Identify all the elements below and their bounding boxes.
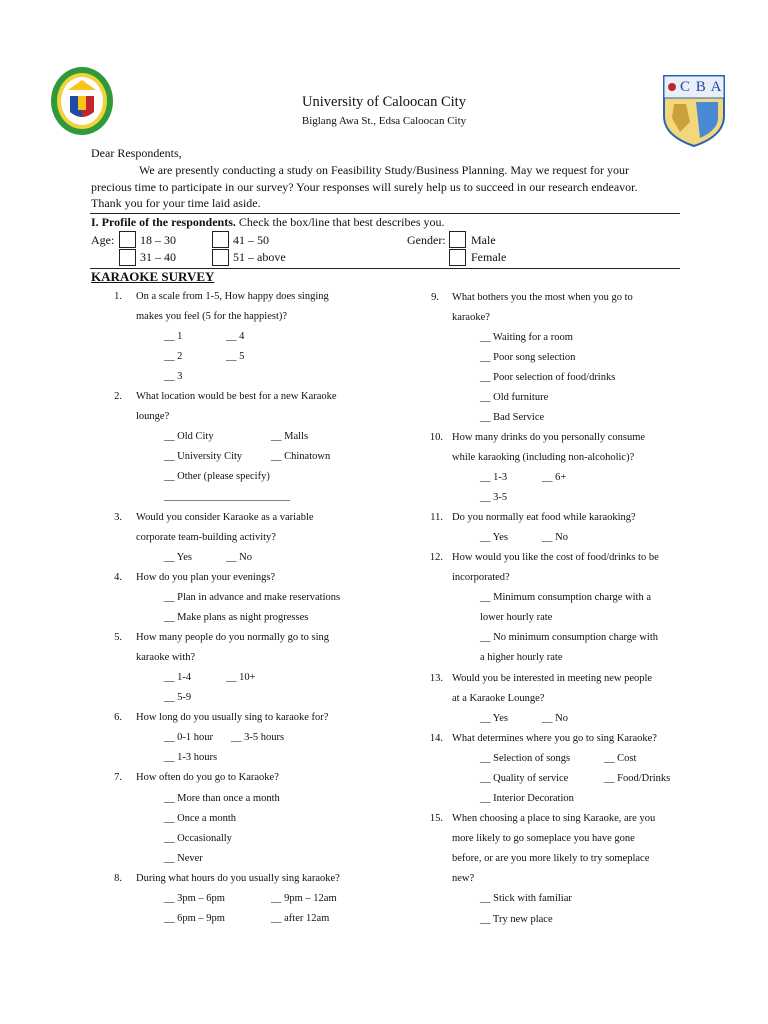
q14-option[interactable]: __ Interior Decoration	[480, 793, 574, 804]
q5-option[interactable]: __ 10+	[226, 672, 256, 683]
letter-line-1: We are presently conducting a study on Feasibility Study/Business Planning. May we request for your	[139, 163, 629, 177]
q14-text-line-1: What determines where you go to sing Karaoke?	[452, 733, 657, 744]
q1-option[interactable]: __ 3	[164, 371, 183, 382]
q13-text-line-1: Would you be interested in meeting new people	[452, 673, 653, 684]
q6-option[interactable]: __ 1-3 hours	[164, 752, 218, 763]
university-name: University of Caloocan City	[302, 94, 466, 110]
q9-option[interactable]: __ Poor selection of food/drinks	[480, 372, 616, 383]
q11-number: 11.	[430, 512, 443, 523]
gender-checkbox-male[interactable]	[449, 231, 466, 248]
q5-number: 5.	[114, 632, 122, 643]
q1-text-line-1: On a scale from 1-5, How happy does singing	[136, 291, 329, 302]
q13-option[interactable]: __ Yes	[480, 713, 509, 724]
q2-text-line-2: lounge?	[136, 411, 170, 422]
q9-number: 9.	[431, 292, 439, 303]
q1-option[interactable]: __ 1	[164, 331, 183, 342]
profile-heading-rest: Check the box/line that best describes you.	[235, 215, 445, 229]
q11-text-line-1: Do you normally eat food while karaoking?	[452, 512, 636, 523]
q5-option[interactable]: __ 5-9	[164, 692, 192, 703]
q1-option[interactable]: __ 5	[226, 351, 245, 362]
q3-option[interactable]: __ No	[226, 552, 252, 563]
q12-text-line-2: incorporated?	[452, 572, 510, 583]
q3-option[interactable]: __ Yes	[164, 552, 193, 563]
q2-option[interactable]: __ Other (please specify)	[164, 471, 270, 482]
age-checkbox-18-30[interactable]	[119, 231, 136, 248]
age-label: Age:	[91, 233, 115, 247]
q9-option[interactable]: __ Old furniture	[480, 392, 549, 403]
gender-label: Gender:	[407, 233, 446, 247]
q7-text-line-1: How often do you go to Karaoke?	[136, 772, 279, 783]
age-checkbox-51-above[interactable]	[212, 249, 229, 266]
q14-option[interactable]: __ Selection of songs	[480, 753, 571, 764]
q15-text-line-3: before, or are you more likely to try someplace	[452, 853, 650, 864]
q12-option[interactable]: __ Minimum consumption charge with a	[480, 592, 651, 603]
q8-text-line-1: During what hours do you usually sing karaoke?	[136, 873, 340, 884]
q11-option[interactable]: __ No	[542, 532, 568, 543]
q6-number: 6.	[114, 712, 122, 723]
q15-text-line-1: When choosing a place to sing Karaoke, are you	[452, 813, 656, 824]
q3-text-line-2: corporate team-building activity?	[136, 532, 276, 543]
q8-option[interactable]: __ after 12am	[271, 913, 330, 924]
q7-option[interactable]: __ Occasionally	[164, 833, 232, 844]
q5-option[interactable]: __ 1-4	[164, 672, 192, 683]
profile-heading	[91, 215, 445, 230]
q8-number: 8.	[114, 873, 122, 884]
q12-option[interactable]: __ No minimum consumption charge with	[480, 632, 658, 643]
q10-number: 10.	[429, 432, 443, 443]
q3-text-line-1: Would you consider Karaoke as a variable	[136, 512, 314, 523]
q7-number: 7.	[114, 772, 122, 783]
q15-option[interactable]: __ Stick with familiar	[480, 893, 572, 904]
q12-text-line-1: How would you like the cost of food/drinks to be	[452, 552, 659, 563]
q7-option[interactable]: __ More than once a month	[164, 793, 280, 804]
q2-number: 2.	[114, 391, 122, 402]
q2-option[interactable]: __ University City	[164, 451, 243, 462]
q8-option[interactable]: __ 6pm – 9pm	[164, 913, 225, 924]
q2-option[interactable]: __ Malls	[271, 431, 309, 442]
q9-option[interactable]: __ Poor song selection	[480, 352, 576, 363]
q15-option[interactable]: __ Try new place	[480, 914, 553, 925]
q13-text-line-2: at a Karaoke Lounge?	[452, 693, 545, 704]
q4-option[interactable]: __ Make plans as night progresses	[164, 612, 309, 623]
q10-option[interactable]: __ 6+	[542, 472, 567, 483]
q2-text-line-1: What location would be best for a new Karaoke	[136, 391, 337, 402]
age-checkbox-31-40[interactable]	[119, 249, 136, 266]
q4-option[interactable]: __ Plan in advance and make reservations	[164, 592, 341, 603]
q6-option[interactable]: __ 0-1 hour	[164, 732, 213, 743]
q2-specify-line[interactable]: ________________________	[164, 491, 290, 502]
gender-checkbox-female[interactable]	[449, 249, 466, 266]
q9-text-line-2: karaoke?	[452, 312, 490, 323]
q6-text-line-1: How long do you usually sing to karaoke for?	[136, 712, 329, 723]
q12-option-continued: a higher hourly rate	[480, 652, 563, 663]
letter-line-2: precious time to participate in our survey? Your responses will surely help us to succeed in our research endeavor.	[91, 180, 638, 194]
divider-top	[90, 213, 680, 214]
q10-text-line-1: How many drinks do you personally consume	[452, 432, 646, 443]
salutation: Dear Respondents,	[91, 146, 182, 160]
q7-option[interactable]: __ Once a month	[164, 813, 237, 824]
q5-text-line-1: How many people do you normally go to sing	[136, 632, 330, 643]
letter-line-3: Thank you for your time laid aside.	[91, 196, 261, 210]
q10-text-line-2: while karaoking (including non-alcoholic)?	[452, 452, 635, 463]
q3-number: 3.	[114, 512, 122, 523]
q9-option[interactable]: __ Waiting for a room	[480, 332, 573, 343]
q7-option[interactable]: __ Never	[164, 853, 203, 864]
q10-option[interactable]: __ 3-5	[480, 492, 508, 503]
q8-option[interactable]: __ 3pm – 6pm	[164, 893, 225, 904]
cba-logo-text: C B A	[680, 79, 723, 95]
q1-text-line-2: makes you feel (5 for the happiest)?	[136, 311, 288, 322]
q5-text-line-2: karaoke with?	[136, 652, 196, 663]
q15-text-line-2: more likely to go someplace you have gone	[452, 833, 635, 844]
q9-option[interactable]: __ Bad Service	[480, 412, 545, 423]
age-option-18-30: 18 – 30	[140, 233, 176, 247]
q14-option[interactable]: __ Quality of service	[480, 773, 569, 784]
q4-text-line-1: How do you plan your evenings?	[136, 572, 276, 583]
profile-heading-bold: I. Profile of the respondents.	[91, 215, 236, 229]
q11-option[interactable]: __ Yes	[480, 532, 509, 543]
q6-option[interactable]: __ 3-5 hours	[231, 732, 285, 743]
q10-option[interactable]: __ 1-3	[480, 472, 508, 483]
age-option-31-40: 31 – 40	[140, 250, 176, 264]
q13-option[interactable]: __ No	[542, 713, 568, 724]
q9-text-line-1: What bothers you the most when you go to	[452, 292, 633, 303]
q14-option[interactable]: __ Food/Drinks	[604, 773, 671, 784]
q1-option[interactable]: __ 2	[164, 351, 183, 362]
q14-option[interactable]: __ Cost	[604, 753, 637, 764]
age-option-51-above: 51 – above	[233, 250, 286, 264]
q2-option[interactable]: __ Old City	[164, 431, 214, 442]
q1-option[interactable]: __ 4	[226, 331, 245, 342]
q2-option[interactable]: __ Chinatown	[271, 451, 331, 462]
q15-text-line-4: new?	[452, 873, 475, 884]
university-address: Biglang Awa St., Edsa Caloocan City	[301, 115, 467, 127]
q12-number: 12.	[429, 552, 443, 563]
q13-number: 13.	[429, 673, 443, 684]
q8-option[interactable]: __ 9pm – 12am	[271, 893, 337, 904]
gender-option-female: Female	[471, 250, 507, 264]
survey-title: KARAOKE SURVEY	[91, 269, 215, 284]
q4-number: 4.	[114, 572, 122, 583]
age-option-41-50: 41 – 50	[233, 233, 269, 247]
gender-option-male: Male	[471, 233, 496, 247]
q14-number: 14.	[429, 733, 443, 744]
age-checkbox-41-50[interactable]	[212, 231, 229, 248]
q12-option-continued: lower hourly rate	[480, 612, 553, 623]
q1-number: 1.	[114, 291, 122, 302]
q15-number: 15.	[429, 813, 443, 824]
